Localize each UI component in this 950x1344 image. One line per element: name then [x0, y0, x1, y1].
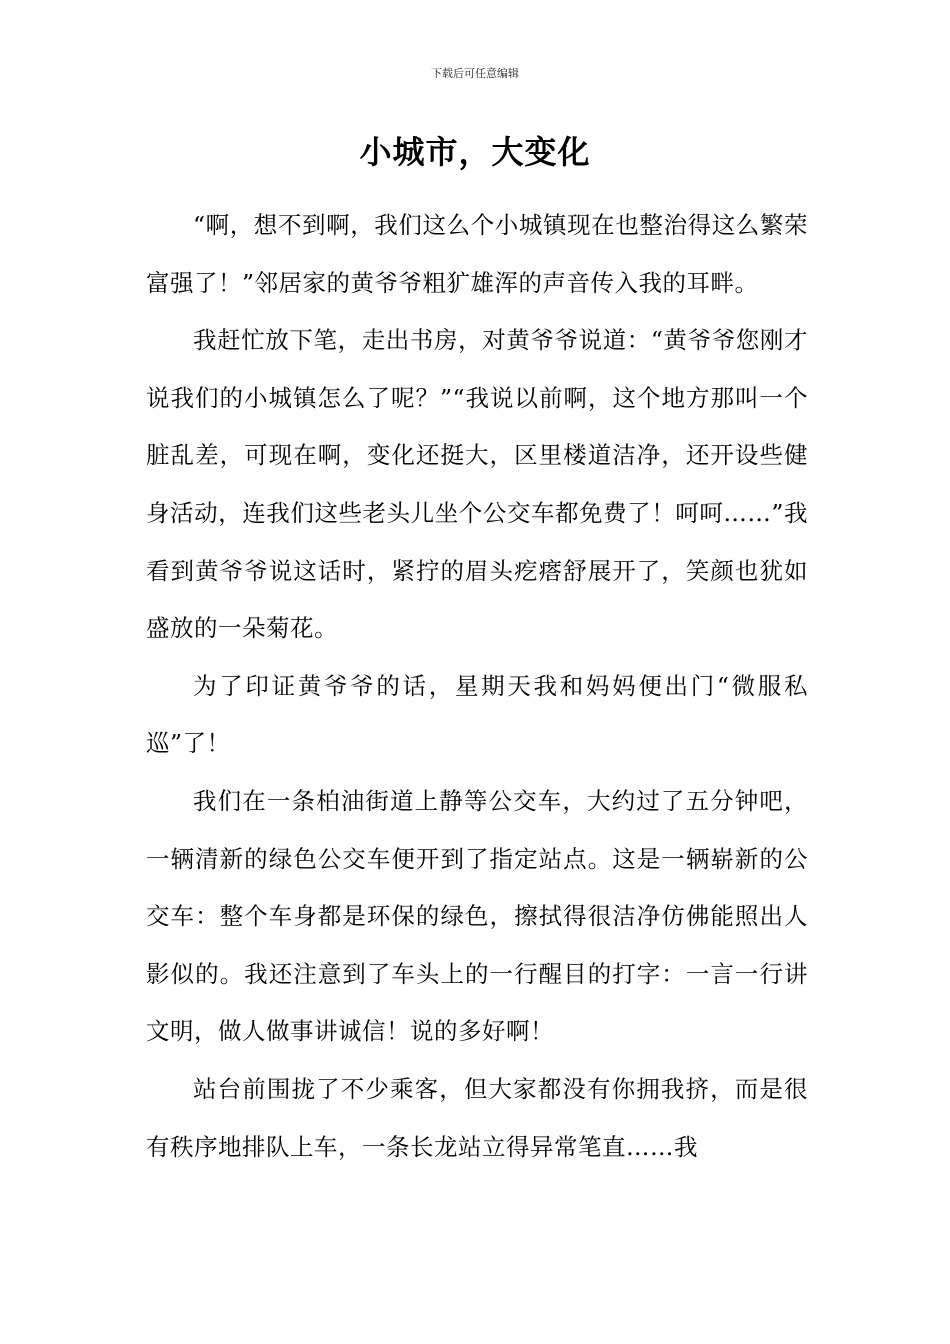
paragraph-4: 我们在一条柏油街道上静等公交车，大约过了五分钟吧，一辆清新的绿色公交车便开到了指定站点。这是一辆崭新的公交车：整个车身都是环保的绿色，擦拭得很洁净仿佛能照出人影似的。我还注意到了车头上的一行醒目的打字：一言一行讲文明，做人做事讲诚信！说的多好啊！ [146, 786, 808, 1046]
header-note: 下载后可任意编辑 [431, 67, 519, 80]
document-title: 小城市，大变化 [359, 133, 591, 171]
paragraph-2: 我赶忙放下笔，走出书房，对黄爷爷说道：“黄爷爷您刚才说我们的小城镇怎么了呢？”“我说以前啊，这个地方那叫一个脏乱差，可现在啊，变化还挺大，区里楼道洁净，还开设些健身活动，连我们这些老头儿坐个公交车都免费了！呵呵……”我看到黄爷爷说这话时，紧拧的眉头疙瘩舒展开了，笑颜也犹如盛放的一朵菊花。 [146, 326, 808, 643]
paragraph-3: 为了印证黄爷爷的话，星期天我和妈妈便出门“微服私巡”了！ [146, 671, 808, 758]
body-text [146, 197, 808, 1176]
paragraph-1: “啊，想不到啊，我们这么个小城镇现在也整治得这么繁荣富强了！”邻居家的黄爷爷粗犷雄浑的声音传入我的耳畔。 [146, 211, 808, 297]
paragraph-5: 站台前围拢了不少乘客，但大家都没有你拥我挤，而是很有秩序地排队上车，一条长龙站立得异常笔直……我 [146, 1074, 808, 1161]
